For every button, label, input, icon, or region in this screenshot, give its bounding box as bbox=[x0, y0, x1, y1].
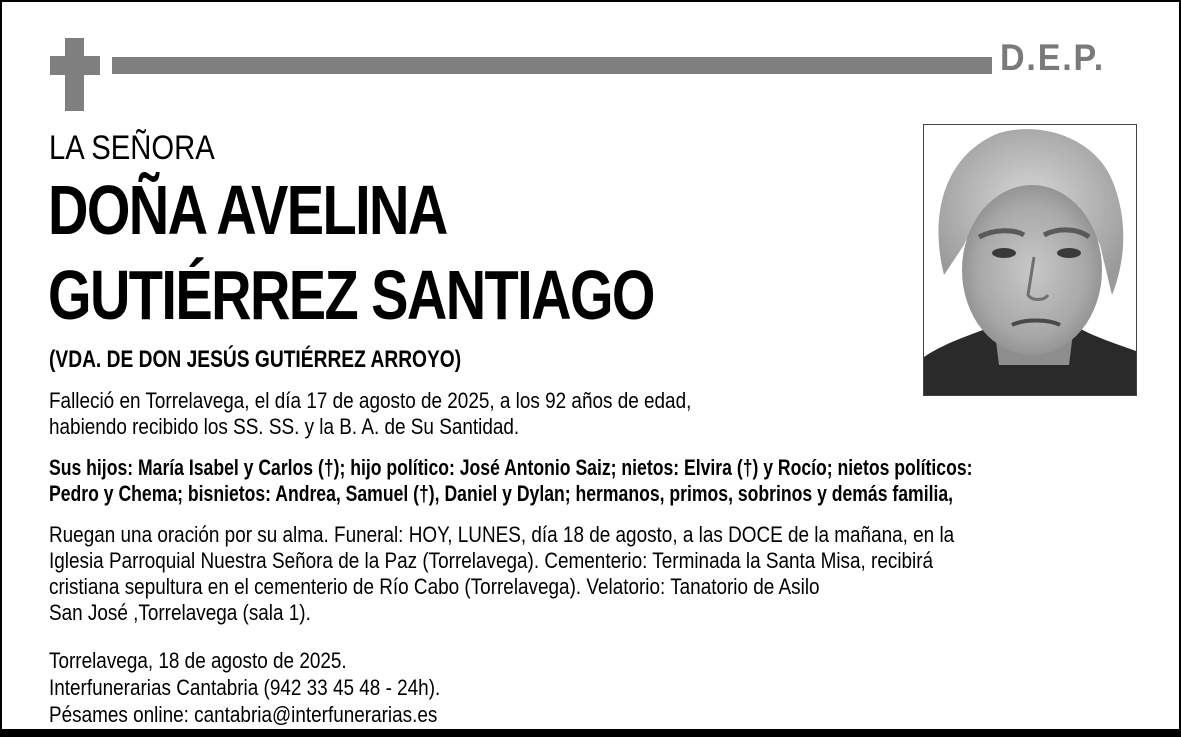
death-line: habiendo recibido los SS. SS. y la B. A. de Su Santidad. bbox=[49, 414, 520, 439]
funeral-line: San José ,Torrelavega (sala 1). bbox=[49, 600, 311, 625]
family-list bbox=[49, 455, 972, 507]
death-line: Falleció en Torrelavega, el día 17 de agosto de 2025, a los 92 años de edad, bbox=[49, 388, 692, 413]
death-details bbox=[49, 388, 691, 440]
cross-icon-arm bbox=[50, 56, 100, 75]
funeral-home-contact: Interfunerarias Cantabria (942 33 45 48 - 24h). bbox=[49, 675, 441, 700]
funeral-line: Ruegan una oración por su alma. Funeral: HOY, LUNES, día 18 de agosto, a las DOCE de la mañana, en la bbox=[49, 522, 955, 547]
portrait-photo bbox=[923, 124, 1137, 396]
deceased-name-line-1: DOÑA AVELINA bbox=[48, 171, 447, 249]
funeral-line: cristiana sepultura en el cementerio de Río Cabo (Torrelavega). Velatorio: Tanatorio de Asilo bbox=[49, 574, 820, 599]
widow-of: (VDA. DE DON JESÚS GUTIÉRREZ ARROYO) bbox=[49, 346, 462, 373]
portrait-image bbox=[924, 125, 1136, 395]
closing-info bbox=[49, 647, 440, 728]
header-rule bbox=[112, 57, 992, 74]
family-line: Sus hijos: María Isabel y Carlos (†); hijo político: José Antonio Saiz; nietos: Elvira (†) y Rocío; nietos políticos: bbox=[49, 455, 973, 480]
bottom-border bbox=[0, 729, 1181, 737]
funeral-details bbox=[49, 522, 954, 626]
funeral-line: Iglesia Parroquial Nuestra Señora de la Paz (Torrelavega). Cementerio: Terminada la Santa Misa, recibirá bbox=[49, 548, 934, 573]
honorific: LA SEÑORA bbox=[49, 129, 215, 167]
condolences-email: Pésames online: cantabria@interfunerarias.es bbox=[49, 702, 438, 727]
deceased-name-line-2: GUTIÉRREZ SANTIAGO bbox=[48, 256, 654, 334]
place-date: Torrelavega, 18 de agosto de 2025. bbox=[49, 648, 347, 673]
family-line: Pedro y Chema; bisnietos: Andrea, Samuel (†), Daniel y Dylan; hermanos, primos, sobrinos y demás familia, bbox=[49, 481, 954, 506]
dep-label: D.E.P. bbox=[1000, 37, 1106, 78]
